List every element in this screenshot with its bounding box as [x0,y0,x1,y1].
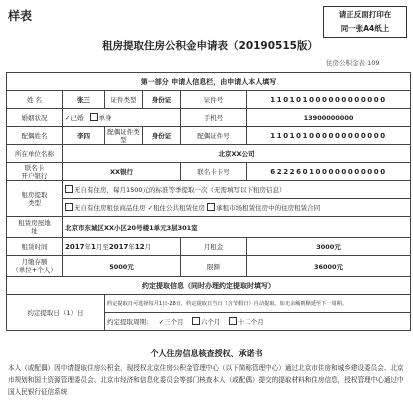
lease-end-year[interactable]: 2017 [108,243,129,251]
option-1-label: 无自有住房，每月1500元的标准等季提取一次（无需填写以下租房信息） [74,186,286,194]
withdraw-type-label [7,181,63,217]
name-value[interactable]: 张三 [63,91,105,109]
lease-month-to-text: 月至 [95,243,109,251]
id-type-value[interactable]: 身份证 [143,91,181,109]
print-notice-box [323,6,407,38]
card-label: 联名卡卡号 [181,163,247,181]
employer-row [7,145,411,163]
single-label: 单身 [98,114,112,122]
lease-row [7,238,411,256]
rent-label: 月租金 [181,238,247,256]
limit-label: 限额 [181,256,247,277]
authorization-title: 个人住房信息核查授权、承诺书 [150,349,263,358]
id-no-value[interactable]: 110101000000000000 [247,91,411,109]
lease-start-year[interactable]: 2017 [65,243,85,251]
spouse-id-no-label: 配偶证件号 [181,127,247,145]
id-type-label: 证件类型 [105,91,143,109]
withdraw-options-2-4 [63,199,411,217]
phone-value[interactable]: 13900000000 [247,109,411,127]
option-1-checkbox[interactable] [65,185,73,193]
form-title: 租房提取住房公积金申请表（20190515版） [102,40,318,52]
marital-options [63,109,181,127]
six-months-label: 六个月 [200,318,221,326]
lease-year-text-2: 年 [128,243,135,251]
withdraw-type-row-2 [7,199,411,217]
address-label-line2: 址 [31,227,38,235]
lease-end-month[interactable]: 12 [134,243,145,251]
print-notice-line2: 同一张A4纸上 [340,24,390,33]
address-value[interactable]: 北京市东城区XX小区20号楼1单元3层301室 [63,217,411,238]
withdraw-type-label-line2: 类型 [28,198,41,207]
deposit-label [7,256,63,277]
id-no-label: 证件号 [181,91,247,109]
married-checkbox[interactable]: ✓ [65,114,71,122]
applicant-row [7,91,411,109]
address-row [7,217,411,238]
three-months-checkbox[interactable]: ✓ [158,318,165,326]
lease-label: 租赁时间 [7,238,63,256]
withdraw-type-label-line1: 租房提取 [21,190,48,199]
bank-row [7,163,411,181]
spouse-name-label: 配偶姓名 [7,127,63,145]
periodic-section-title: 约定提取信息（同时办理约定提取时填写） [7,277,411,295]
six-months-checkbox[interactable] [192,317,200,325]
lease-year-text-1: 年 [84,243,91,251]
option-3-label: 租住公共租赁住房 [153,204,206,212]
deposit-label-line2: （单位+个人） [12,266,57,274]
marital-label: 婚姻状况 [7,109,63,127]
limit-value[interactable]: 36000元 [247,256,411,277]
periodic-cycle [105,313,411,331]
three-months-label: 三个月 [164,318,184,326]
authorization-body: 本人（或配偶）因申请提取住房公积金，现授权北京住房公积金管理中心（以下简称管理中心）通过北京市住房和城乡建设委员会、北京市规划和国土资源管理委员会、北京市经济和信息化委员会等部门核查本人（或配偶）提交的提取材料和住房信息，授权管理中心通过中国人民银行征信系统 [8,364,404,396]
bank-label [7,163,63,181]
application-table [6,72,411,331]
print-notice-line1: 请正反面打印在 [338,10,392,19]
phone-label: 手机号 [181,109,247,127]
lease-start-month[interactable]: 1 [90,243,96,251]
lease-period [63,238,181,256]
married-label: 已婚 [70,114,84,122]
spouse-id-type-value[interactable]: 身份证 [143,127,181,145]
bank-label-line2: 开户银行 [21,171,48,180]
form-number: 住房公积金表 109 [326,59,380,67]
bank-label-line1: 联名卡 [24,163,45,172]
periodic-note: 约定提取日可选择每月1日-28日，约定提取日当日（含节假日）自动提取。如无余额则顺延至下一周期。 [105,295,411,313]
deposit-value[interactable]: 5000元 [63,256,181,277]
periodic-row [7,295,411,313]
periodic-section-row [7,277,411,295]
employer-label: 所在单位名称 [7,145,63,163]
applicant-section-title: 第一部分 申请人信息栏，由申请人本人填写 [7,73,411,91]
single-checkbox[interactable] [90,113,98,121]
option-3-checkbox[interactable]: ✓ [147,204,154,212]
lease-month-text: 月 [144,243,152,251]
applicant-section-row [7,73,411,91]
twelve-months-label: 十二个月 [237,318,264,326]
card-value[interactable]: 622260100000000000 [247,163,411,181]
employer-value[interactable]: 北京XX公司 [63,145,411,163]
option-4-checkbox[interactable] [207,203,215,211]
sample-label: 样表 [8,9,33,23]
deposit-row [7,256,411,277]
marital-row [7,109,411,127]
spouse-name-value[interactable]: 李四 [63,127,105,145]
address-label-line1: 租赁房屋地 [18,219,51,227]
name-label: 姓 名 [7,91,63,109]
option-4-label: 承租市场租赁住房中的住房租赁合同 [216,204,321,212]
address-label [7,217,63,238]
bank-value[interactable]: XX银行 [63,163,181,181]
spouse-row [7,127,411,145]
rent-value[interactable]: 3000元 [247,238,411,256]
option-2-checkbox[interactable] [65,203,73,211]
withdraw-option-1 [63,181,411,199]
periodic-day-label[interactable]: 约定提取日（1）日 [7,295,105,331]
spouse-id-type-label: 配偶证件类型 [105,127,143,145]
spouse-id-no-value[interactable]: 110101000000000000 [247,127,411,145]
twelve-months-checkbox[interactable] [229,317,237,325]
withdraw-type-row-1 [7,181,411,199]
option-2-label: 无自有住房租住商品住房 [74,204,146,212]
deposit-label-line1: 月缴存额 [21,258,48,266]
periodic-cycle-label: 约定提取周期： [107,318,153,326]
